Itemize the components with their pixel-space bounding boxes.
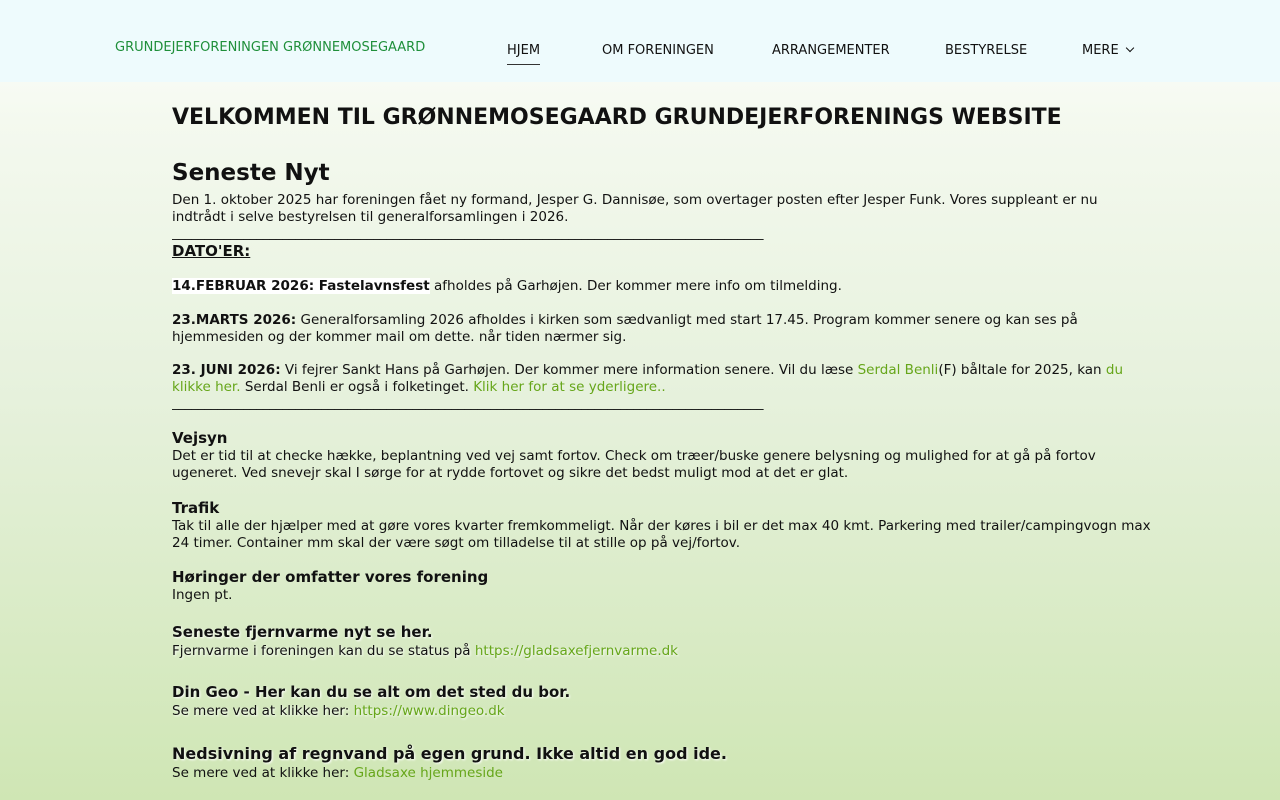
nav-item-mere-label: MERE [1082,43,1119,58]
date-3-text-c: Serdal Benli er også i folketinget. [240,379,474,395]
date-1-label: 14.FEBRUAR 2026: Fastelavnsfest [172,278,430,294]
fjernvarme-text [172,643,1152,660]
date-2-text: Generalforsamling 2026 afholdes i kirken som sædvanligt med start 17.45. Program kommer senere og kan ses på hjemmesiden og der kommer mail om dette. når tiden nærmer sig. [172,312,1078,345]
vejsyn-text: Det er tid til at checke hække, beplantning ved vej samt fortov. Check om træer/buske genere belysning og mulighed for at gå på fortov ugeneret. Ved snevejr skal I sørge for at rydde fortovet og sikre det bedst muligt mod at det er glat. [172,448,1096,481]
nav-item-om-foreningen[interactable]: OM FORENINGEN [602,43,714,58]
page-title: VELKOMMEN TIL GRØNNEMOSEGAARD GRUNDEJERFORENINGS WEBSITE [172,105,1062,130]
trafik-heading: Trafik [172,499,220,517]
fjernvarme-link[interactable]: https://gladsaxefjernvarme.dk [474,643,679,659]
date-item-3 [172,362,1152,396]
folketinget-link[interactable]: Klik her for at se yderligere.. [473,379,666,395]
serdal-benli-link[interactable]: Serdal Benli [857,362,939,378]
regnvand-heading: Nedsivning af regnvand på egen grund. Ikke altid en god ide. [172,744,727,763]
baltale-link[interactable]: du klikke her. [172,362,1124,395]
horinger-heading: Høringer der omfatter vores forening [172,568,489,586]
date-3-text-a: Vi fejrer Sankt Hans på Garhøjen. Der kommer mere information senere. Vil du læse [280,362,858,378]
vejsyn-heading: Vejsyn [172,429,228,447]
dingeo-link[interactable]: https://www.dingeo.dk [353,703,505,719]
trafik-text: Tak til alle der hjælper med at gøre vores kvarter fremkommeligt. Når der køres i bil er det max 40 kmt. Parkering med trailer/campingvogn max 24 timer. Container mm skal der være søgt om tilladelse til at stille op på vej/fortov. [172,518,1151,551]
fjernvarme-text-label: Fjernvarme i foreningen kan du se status på [172,643,475,659]
nav-item-mere[interactable] [1082,43,1133,58]
chevron-down-icon [1125,44,1133,52]
geo-text [172,703,1152,720]
date-1-text: afholdes på Garhøjen. Der kommer mere info om tilmelding. [429,278,842,294]
date-3-text-b: (F) båltale for 2025, kan [938,362,1106,378]
site-brand-link[interactable]: GRUNDEJERFORENINGEN GRØNNEMOSEGAARD [115,40,426,55]
nav-item-hjem[interactable]: HJEM [507,43,540,65]
horinger-text: Ingen pt. [172,587,233,603]
separator-1: ___________________________________________________________________________________________ [172,226,764,241]
nav-item-arrangementer[interactable]: ARRANGEMENTER [772,43,890,58]
fjernvarme-heading: Seneste fjernvarme nyt se her. [172,623,433,641]
gladsaxe-link[interactable]: Gladsaxe hjemmeside [353,765,503,781]
date-item-1 [172,278,1152,295]
date-2-label: 23.MARTS 2026: [172,312,297,328]
regnvand-text [172,765,1152,782]
news-heading: Seneste Nyt [172,160,330,186]
date-item-2 [172,312,1152,346]
nav-item-bestyrelse[interactable]: BESTYRELSE [945,43,1028,58]
news-text: Den 1. oktober 2025 har foreningen fået ny formand, Jesper G. Dannisøe, som overtager posten efter Jesper Funk. Vores suppleant er nu indtrådt i selve bestyrelsen til generalforsamlingen i 2026. [172,192,1098,225]
regnvand-text-label: Se mere ved at klikke her: [172,765,354,781]
geo-heading: Din Geo - Her kan du se alt om det sted du bor. [172,683,571,701]
geo-text-label: Se mere ved at klikke her: [172,703,354,719]
dates-heading: DATO'ER: [172,242,251,260]
separator-2: ___________________________________________________________________________________________ [172,396,764,411]
date-3-label: 23. JUNI 2026: [172,362,281,378]
site-header [0,0,1280,82]
